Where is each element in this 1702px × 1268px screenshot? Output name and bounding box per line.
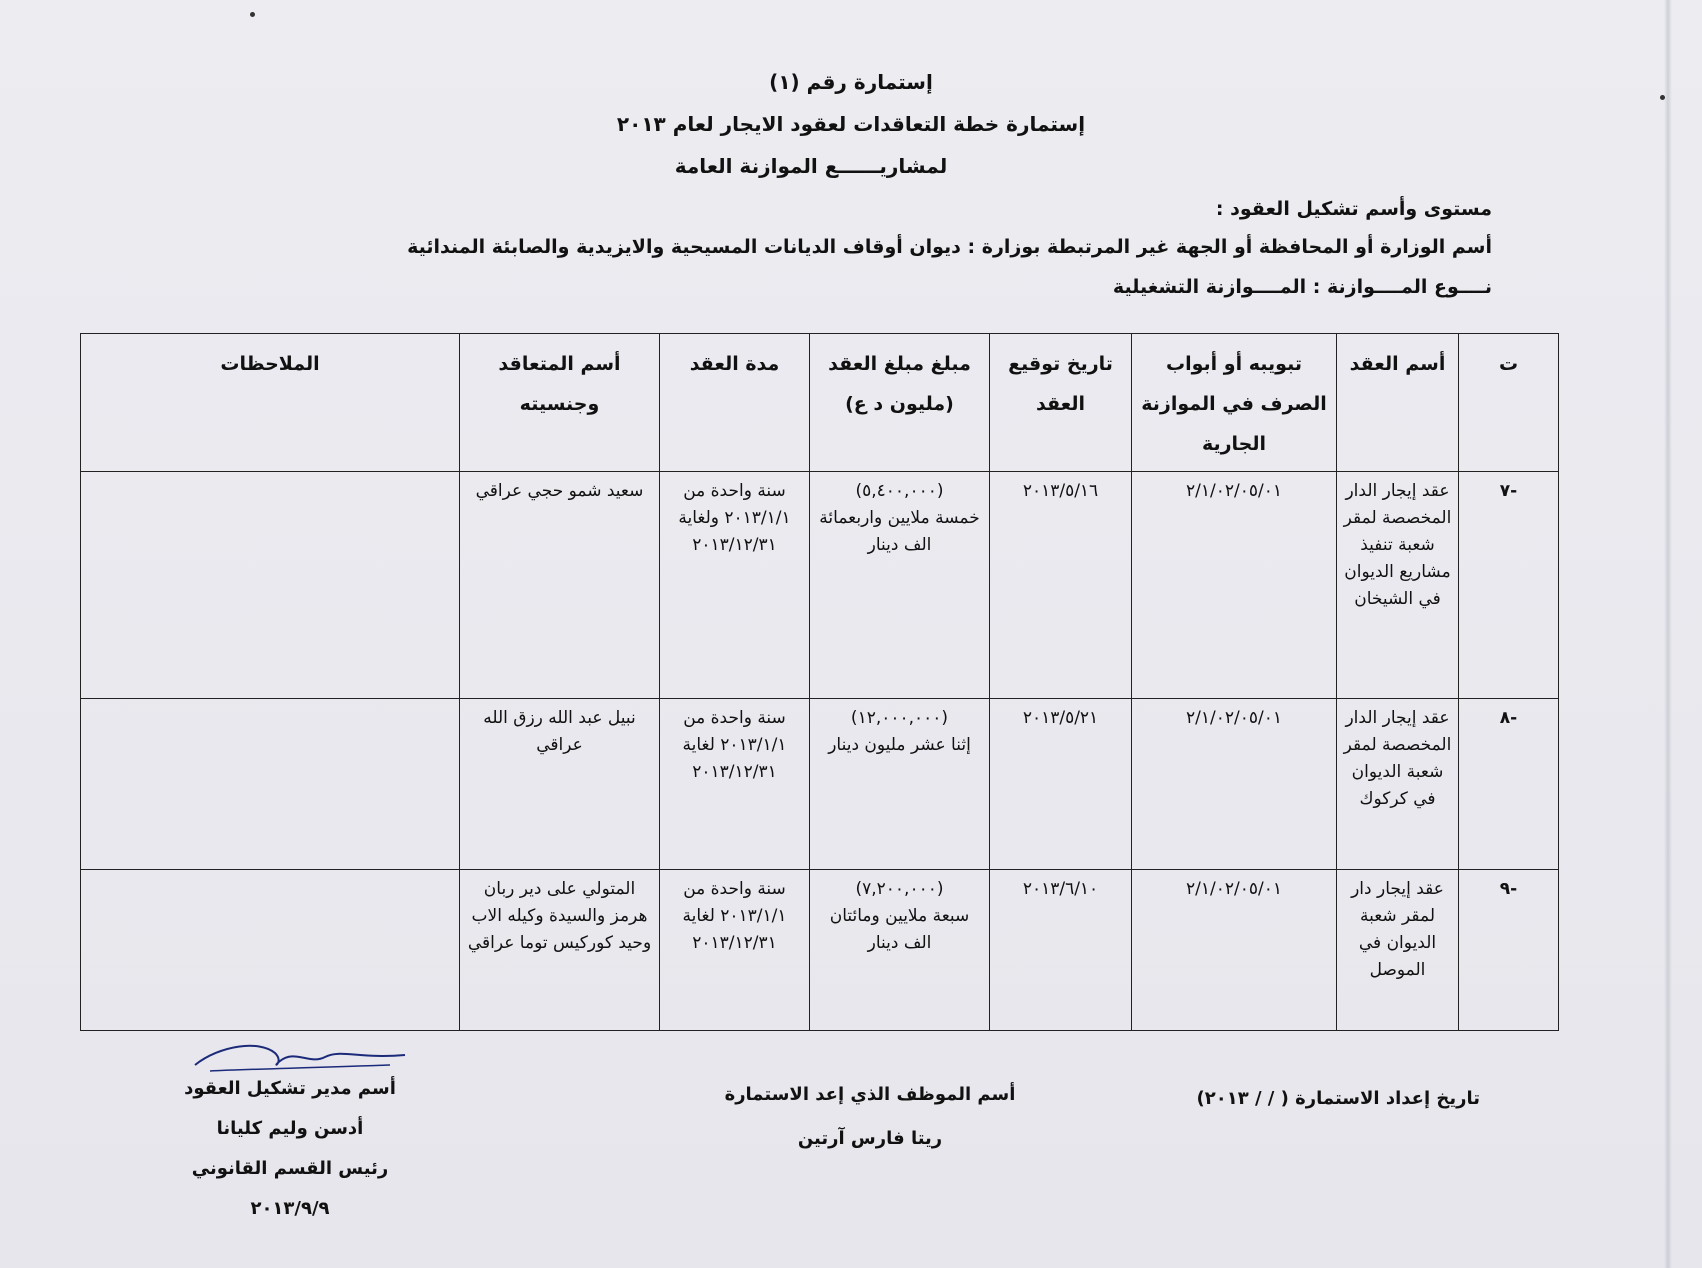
cell-notes — [81, 869, 460, 1030]
cell-classification: ٢/١/٠٢/٠٥/٠١ — [1132, 471, 1337, 698]
cell-contract-name: عقد إيجار الدار المخصصة لمقر شعبة تنفيذ مشاريع الديوان في الشيخان — [1337, 471, 1459, 698]
scan-speck — [250, 12, 255, 17]
contract-level-line: مستوى وأسم تشكيل العقود : — [1215, 198, 1492, 220]
cell-amount — [810, 869, 990, 1030]
employee-name: ريتا فارس آرتين — [797, 1128, 943, 1149]
form-number: إستمارة رقم (١) — [769, 70, 933, 94]
cell-no: -٩ — [1459, 869, 1559, 1030]
cell-sign-date: ٢٠١٣/٦/١٠ — [990, 869, 1132, 1030]
table-row — [81, 698, 1559, 869]
table-row — [81, 471, 1559, 698]
scan-speck — [1660, 95, 1665, 100]
cell-contract-name: عقد إيجار دار لمقر شعبة الديوان في الموصل — [1337, 869, 1459, 1030]
manager-date: ٢٠١٣/٩/٩ — [250, 1198, 330, 1219]
ministry-line: أسم الوزارة أو المحافظة أو الجهة غير المرتبطة بوزارة : ديوان أوقاف الديانات المسيحية والايزيدية والصابئة المندائية — [407, 236, 1492, 258]
amount-number: (٥,٤٠٠,٠٠٠) — [855, 480, 944, 501]
header-sign-date: تاريخ توقيع العقد — [990, 334, 1132, 472]
header-amount-label: مبلغ مبلغ العقد — [828, 353, 971, 375]
amount-number: (١٢,٠٠٠,٠٠٠) — [850, 707, 949, 728]
budget-type-line: نــــوع المــــوازنة : المــــوازنة التشغيلية — [1112, 276, 1492, 298]
manager-name: أدسن وليم كليانا — [216, 1118, 364, 1139]
cell-classification: ٢/١/٠٢/٠٥/٠١ — [1132, 698, 1337, 869]
table-header-row — [81, 334, 1559, 472]
manager-title: رئيس القسم القانوني — [191, 1158, 389, 1179]
cell-sign-date: ٢٠١٣/٥/٢١ — [990, 698, 1132, 869]
amount-words: سبعة ملايين ومائتان الف دينار — [829, 905, 970, 953]
signature-icon — [190, 1035, 410, 1077]
header-contractor: أسم المتعاقد وجنسيته — [460, 334, 660, 472]
header-duration: مدة العقد — [660, 334, 810, 472]
cell-amount — [810, 471, 990, 698]
cell-contractor: نبيل عبد الله رزق الله عراقي — [460, 698, 660, 869]
preparation-date: تاريخ إعداد الاستمارة ( / / ٢٠١٣) — [1196, 1088, 1480, 1109]
header-amount-unit: (مليون د ع) — [845, 393, 954, 415]
cell-contractor: المتولي على دير ربان هرمز والسيدة وكيله الاب وحيد كوركيس توما عراقي — [460, 869, 660, 1030]
manager-label: أسم مدير تشكيل العقود — [184, 1078, 396, 1099]
table-row — [81, 869, 1559, 1030]
cell-duration: سنة واحدة من ٢٠١٣/١/١ ولغاية ٢٠١٣/١٢/٣١ — [660, 471, 810, 698]
cell-no: -٧ — [1459, 471, 1559, 698]
cell-contractor: سعيد شمو حجي عراقي — [460, 471, 660, 698]
form-subtitle: لمشاريــــــع الموازنة العامة — [674, 154, 948, 178]
cell-notes — [81, 698, 460, 869]
header-contract-name: أسم العقد — [1337, 334, 1459, 472]
cell-contract-name: عقد إيجار الدار المخصصة لمقر شعبة الديوان في كركوك — [1337, 698, 1459, 869]
cell-duration: سنة واحدة من ٢٠١٣/١/١ لغاية ٢٠١٣/١٢/٣١ — [660, 869, 810, 1030]
amount-words: إثنا عشر مليون دينار — [828, 734, 971, 755]
cell-duration: سنة واحدة من ٢٠١٣/١/١ لغاية ٢٠١٣/١٢/٣١ — [660, 698, 810, 869]
cell-notes — [81, 471, 460, 698]
cell-no: -٨ — [1459, 698, 1559, 869]
header-no: ت — [1459, 334, 1559, 472]
header-notes: الملاحظات — [81, 334, 460, 472]
page-edge — [1664, 0, 1672, 1268]
header-amount — [810, 334, 990, 472]
amount-number: (٧,٢٠٠,٠٠٠) — [855, 878, 944, 899]
contracts-table — [80, 333, 1559, 1031]
amount-words: خمسة ملايين واربعمائة الف دينار — [819, 507, 980, 555]
header-classification: تبويبه أو أبواب الصرف في الموازنة الجارية — [1132, 334, 1337, 472]
cell-sign-date: ٢٠١٣/٥/١٦ — [990, 471, 1132, 698]
cell-classification: ٢/١/٠٢/٠٥/٠١ — [1132, 869, 1337, 1030]
employee-label: أسم الموظف الذي إعد الاستمارة — [724, 1084, 1016, 1105]
form-title: إستمارة خطة التعاقدات لعقود الايجار لعام ٢٠١٣ — [616, 112, 1086, 136]
cell-amount — [810, 698, 990, 869]
